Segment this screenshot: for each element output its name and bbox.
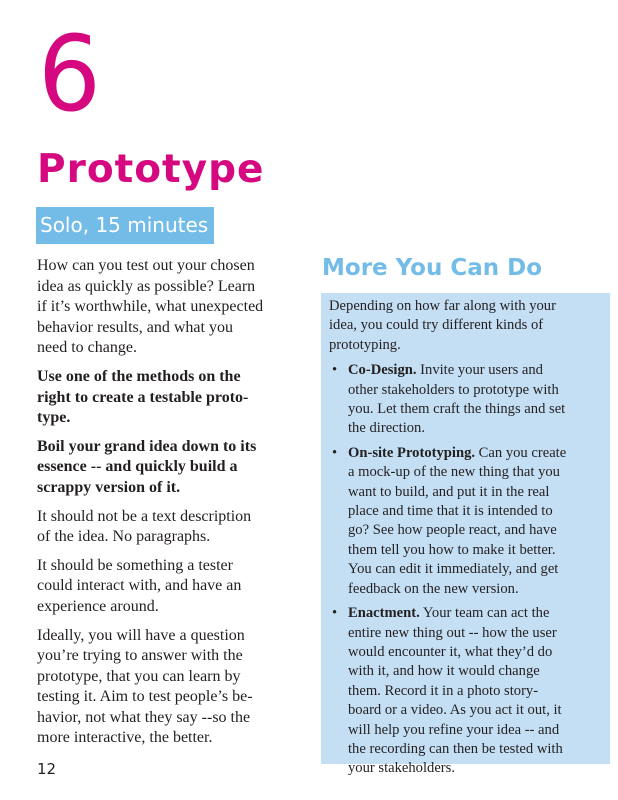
bullet-icon: • — [332, 605, 338, 622]
text-line — [348, 361, 602, 380]
text-line: Boil your grand idea down to its — [37, 437, 257, 455]
text-line: prototyping. — [329, 336, 401, 353]
text-line — [348, 604, 602, 623]
bullet-title: Enactment. — [348, 605, 420, 622]
text-line: essence -- and quickly build a — [37, 458, 238, 476]
paragraph — [37, 556, 297, 618]
paragraph — [37, 507, 297, 548]
list-item — [329, 361, 602, 439]
text-fragment: Your team can act the — [419, 605, 550, 622]
text-line: if it’s worthwhile, what unexpected — [37, 298, 264, 316]
text-line: with it, and how it would change — [348, 663, 540, 680]
text-line: Ideally, you will have a question — [37, 626, 245, 644]
text-line: them. Record it in a photo story- — [348, 682, 539, 699]
list-item — [329, 604, 602, 779]
text-line: prototype, that you can learn by — [37, 667, 241, 685]
text-line: havior, not what they say --so the — [37, 708, 251, 726]
text-line: testing it. Aim to test people’s be- — [37, 688, 253, 706]
bullet-list — [329, 361, 602, 779]
paragraph — [37, 367, 297, 429]
paragraph — [37, 437, 297, 499]
bullet-title: On-site Prototyping. — [348, 444, 476, 461]
page-number: 12 — [37, 760, 57, 778]
text-line: other stakeholders to prototype with — [348, 381, 559, 398]
main-text — [37, 256, 297, 757]
text-line: need to change. — [37, 339, 137, 357]
text-line: board or a video. As you act it out, it — [348, 702, 562, 719]
text-line: a mock-up of the new thing that you — [348, 464, 560, 481]
text-line: the recording can then be tested with — [348, 740, 563, 757]
text-line: behavior results, and what you — [37, 318, 233, 336]
text-line: more interactive, the better. — [37, 729, 213, 747]
text-line: It should be something a tester — [37, 556, 233, 574]
text-line: the direction. — [348, 420, 425, 437]
text-line: entire new thing out -- how the user — [348, 624, 557, 641]
text-line — [348, 444, 602, 463]
text-line: go? See how people react, and have — [348, 522, 557, 539]
text-line: of the idea. No paragraphs. — [37, 528, 211, 546]
sidebar-heading: More You Can Do — [322, 255, 543, 281]
text-line: your stakeholders. — [348, 760, 455, 777]
time-badge: Solo, 15 minutes — [36, 207, 214, 244]
text-line: would encounter it, what they’d do — [348, 643, 553, 660]
text-line: place and time that it is intended to — [348, 503, 553, 520]
text-line: Use one of the methods on the — [37, 367, 241, 385]
list-item — [329, 444, 602, 599]
text-line: How can you test out your chosen — [37, 257, 255, 274]
text-line: scrappy version of it. — [37, 478, 181, 496]
text-line: you’re trying to answer with the — [37, 647, 243, 665]
page-title: Prototype — [37, 147, 265, 192]
text-line: right to create a testable proto- — [37, 388, 249, 406]
text-line: experience around. — [37, 597, 159, 615]
text-fragment: Invite your users and — [416, 362, 543, 379]
text-line: type. — [37, 409, 71, 427]
text-line: will help you refine your idea -- and — [348, 721, 560, 738]
text-line: them tell you how to make it better. — [348, 541, 556, 558]
text-line: idea, you could try different kinds of — [329, 317, 544, 334]
text-line: idea as quickly as possible? Learn — [37, 277, 256, 295]
text-line: feedback on the new version. — [348, 580, 519, 597]
bullet-title: Co-Design. — [348, 362, 417, 379]
sidebar-intro — [329, 297, 602, 355]
text-line: could interact with, and have an — [37, 577, 242, 595]
paragraph — [37, 626, 297, 750]
text-line: Depending on how far along with your — [329, 298, 556, 314]
text-line: want to build, and put it in the real — [348, 483, 550, 500]
bullet-icon: • — [332, 362, 338, 379]
bullet-icon: • — [332, 444, 338, 461]
sidebar-box — [321, 293, 610, 777]
text-line: You can edit it immediately, and get — [348, 561, 559, 578]
text-line: It should not be a text description — [37, 507, 252, 525]
text-fragment: Can you create — [475, 444, 567, 461]
paragraph — [37, 256, 297, 359]
chapter-number: 6 — [38, 13, 101, 135]
text-line: you. Let them craft the things and set — [348, 401, 566, 418]
